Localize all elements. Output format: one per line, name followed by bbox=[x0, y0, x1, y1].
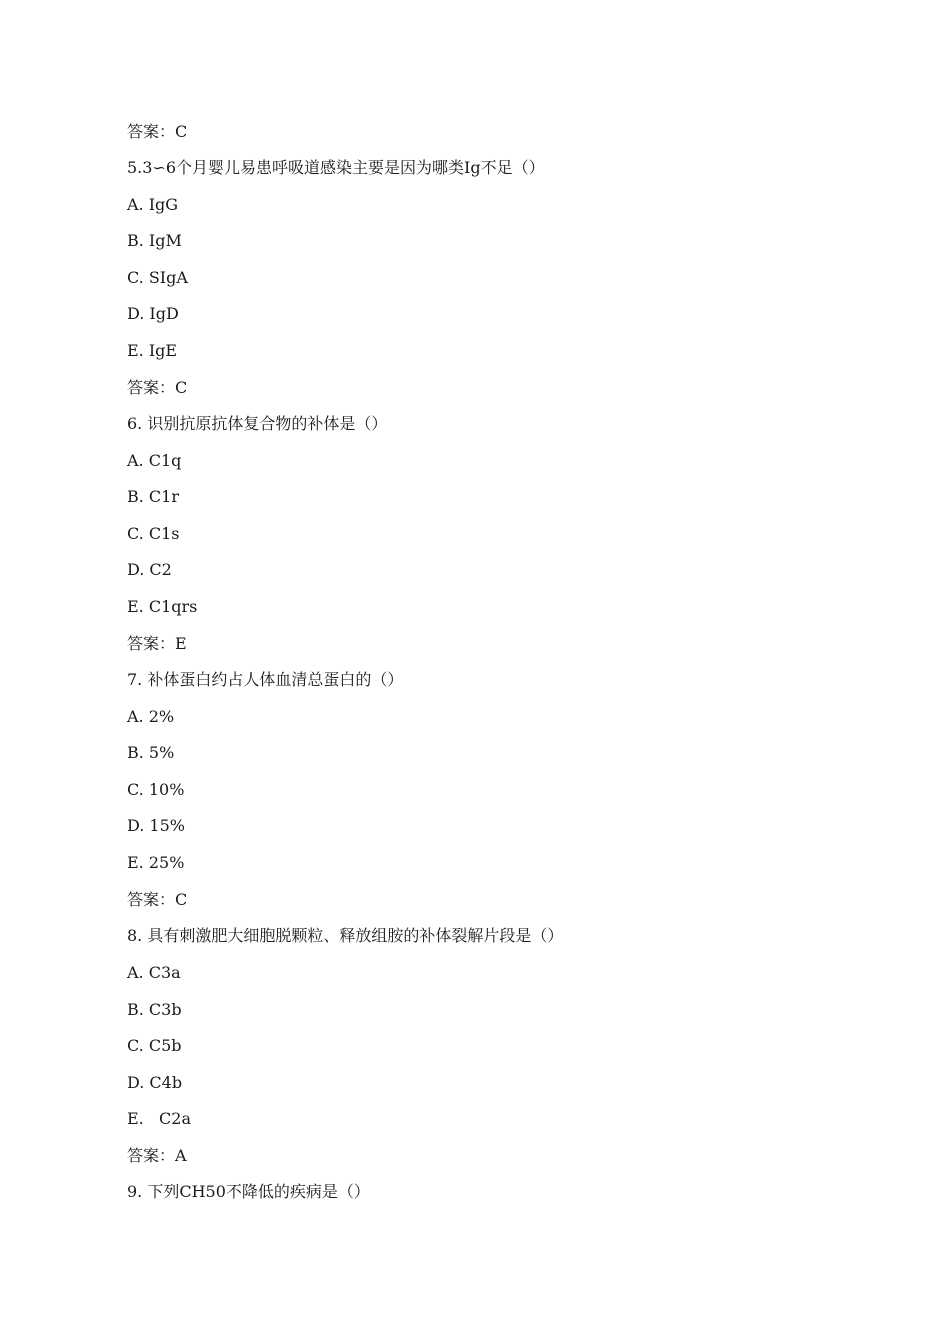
answer-line: 答案：E bbox=[127, 634, 187, 653]
option-e: E. 25% bbox=[127, 853, 185, 872]
option-e: E. C1qrs bbox=[127, 597, 198, 616]
question-7: 7. 补体蛋白约占人体血清总蛋白的（） bbox=[127, 670, 404, 689]
option-b: B. C1r bbox=[127, 487, 179, 506]
answer-line: 答案：A bbox=[127, 1146, 187, 1165]
option-a: A. 2% bbox=[127, 707, 175, 726]
option-c: C. C1s bbox=[127, 524, 180, 543]
option-a: A. IgG bbox=[127, 195, 179, 214]
option-b: B. C3b bbox=[127, 1000, 182, 1019]
question-6: 6. 识别抗原抗体复合物的补体是（） bbox=[127, 414, 388, 433]
question-8: 8. 具有刺激肥大细胞脱颗粒、释放组胺的补体裂解片段是（） bbox=[127, 926, 564, 945]
option-d: D. IgD bbox=[127, 304, 179, 323]
answer-line: 答案：C bbox=[127, 122, 188, 141]
option-d: D. C4b bbox=[127, 1073, 183, 1092]
option-c: C. SIgA bbox=[127, 268, 188, 287]
option-b: B. IgM bbox=[127, 231, 182, 250]
option-a: A. C1q bbox=[127, 451, 182, 470]
option-e: E. IgE bbox=[127, 341, 178, 360]
option-c: C. 10% bbox=[127, 780, 185, 799]
option-d: D. 15% bbox=[127, 816, 185, 835]
answer-line: 答案：C bbox=[127, 378, 188, 397]
option-e: E. C2a bbox=[127, 1109, 191, 1128]
question-9: 9. 下列CH50不降低的疾病是（） bbox=[127, 1182, 370, 1201]
option-a: A. C3a bbox=[127, 963, 181, 982]
option-b: B. 5% bbox=[127, 743, 175, 762]
question-5: 5.3∽6个月婴儿易患呼吸道感染主要是因为哪类Ig不足（） bbox=[127, 158, 545, 177]
answer-line: 答案：C bbox=[127, 890, 188, 909]
option-d: D. C2 bbox=[127, 560, 172, 579]
option-c: C. C5b bbox=[127, 1036, 182, 1055]
